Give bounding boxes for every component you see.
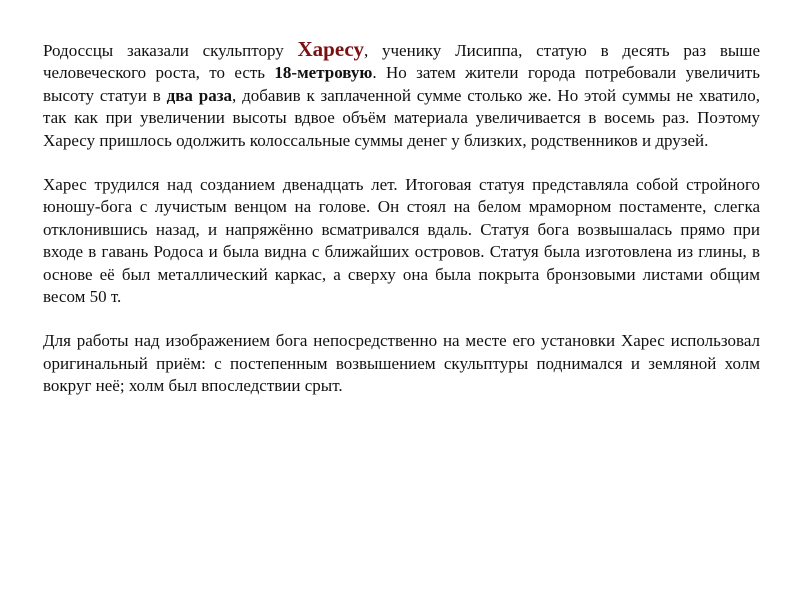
document-page [43,37,760,420]
paragraph-method: Для работы над изображением бога непосредственно на месте его установки Харес использовал оригинальный приём: с постепенным возвышением скульптуры поднимался и земляной холм вокруг неё; холм был впоследствии срыт. [43,331,760,396]
paragraph-text: , ученику Лисиппа, статую в десять раз выше человеческого роста, то есть [43,41,760,83]
bold-height-value: 18-метровую [274,63,373,83]
paragraph-construction: Харес трудился над созданием двенадцать лет. Итоговая статуя представляла собой стройного юношу-бога с лучистым венцом на голове. Он стоял на белом мраморном постаменте, слегка отклонившись назад, и напряжённо всматривался вдаль. Статуя бога возвышалась прямо при входе в гавань Родоса и была видна с ближайших островов. Статуя была изготовлена из глины, в основе её был металлический каркас, а сверху она была покрыта бронзовыми листами общим весом 50 т. [43,175,760,307]
bold-multiplier: два раза [166,85,233,105]
paragraph-text: , добавив к заплаченной сумме столько же. Но этой суммы не хватило, так как при увеличении высоты вдвое объём материала увеличивается в восемь раз. Поэтому Харесу пришлось одолжить колоссальные суммы денег у близких, родственников и друзей. [43,85,760,150]
paragraph-commission [43,37,760,152]
sculptor-name-highlight: Харесу [297,37,364,61]
paragraph-text: Родоссцы заказали скульптору [43,41,298,60]
paragraph-text: . Но затем жители города потребовали увеличить высоту статуи в [43,63,760,105]
